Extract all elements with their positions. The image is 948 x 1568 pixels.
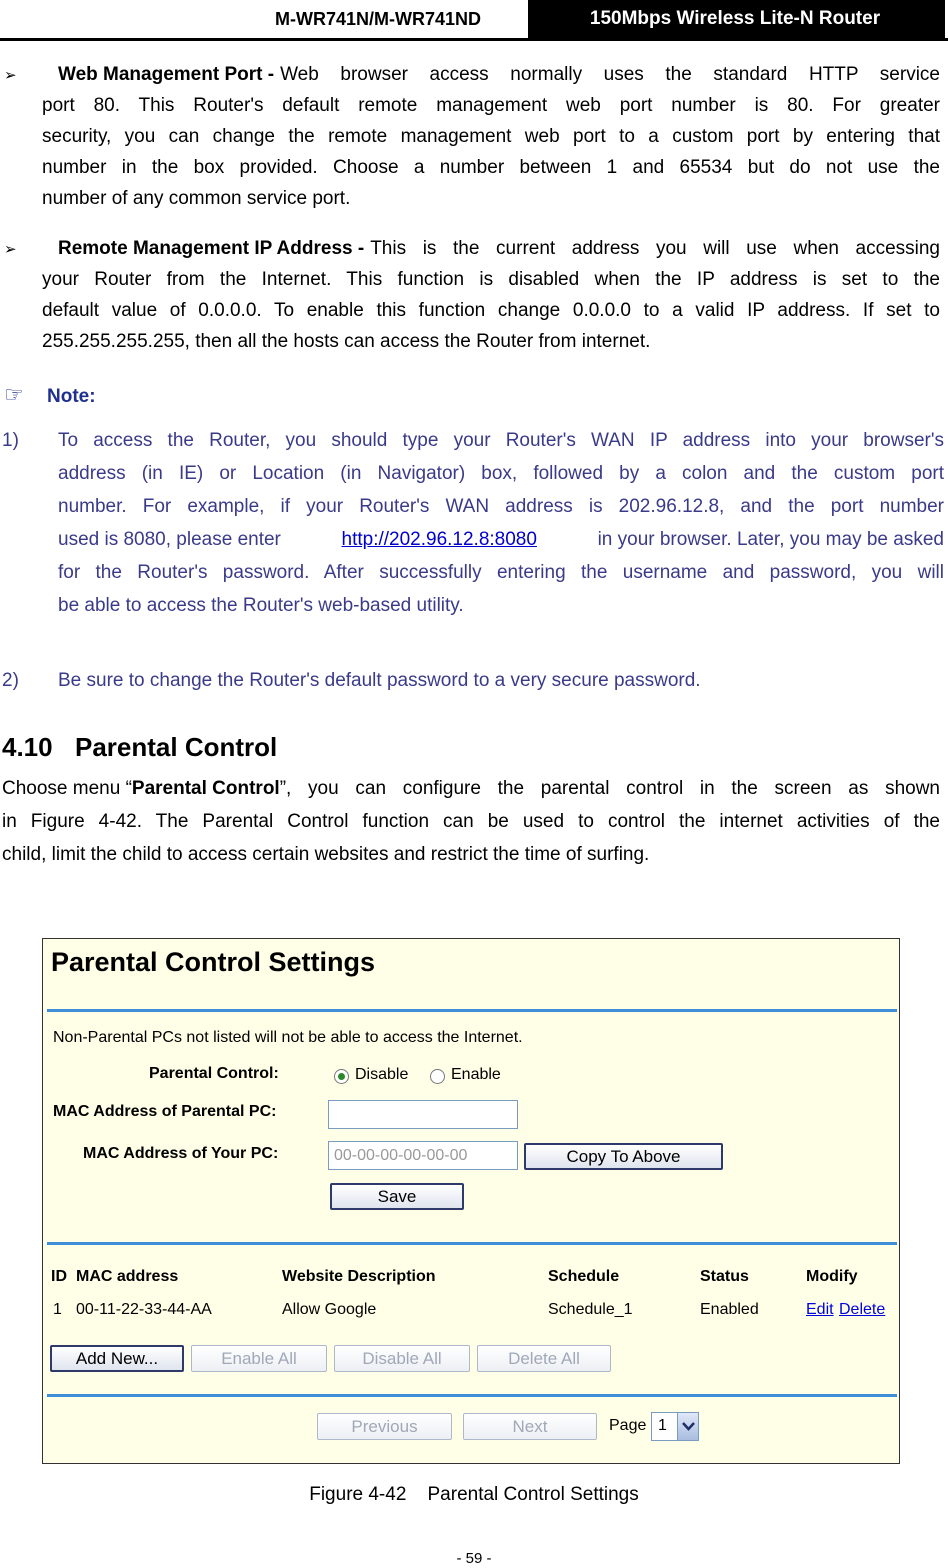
delete-all-button[interactable]: Delete All <box>477 1345 611 1372</box>
text-line: be able to access the Router's web-based utility. <box>58 595 464 616</box>
bullet-remote-ip <box>58 233 940 264</box>
enable-label: Enable <box>451 1066 501 1083</box>
note-number: 2) <box>2 670 19 691</box>
delete-link[interactable]: Delete <box>839 1301 886 1318</box>
header-model: M-WR741N/M-WR741ND <box>274 9 481 29</box>
bullet-remote-ip-body <box>42 264 940 357</box>
header-divider <box>942 0 945 38</box>
text-fragment: ”, you can configure the parental control in the screen as shown <box>279 778 940 799</box>
bullet-web-port-body <box>42 90 940 214</box>
arrow-bullet-icon: ➢ <box>4 241 17 258</box>
col-header-mac: MAC address <box>76 1268 179 1285</box>
text-line <box>58 523 944 556</box>
parental-control-screenshot <box>42 938 900 1464</box>
bullet-text: This is the current address you will use when accessing <box>370 238 940 259</box>
col-header-modify: Modify <box>806 1268 858 1285</box>
disable-radio[interactable] <box>334 1069 349 1084</box>
col-header-description: Website Description <box>282 1268 436 1285</box>
section-paragraph <box>2 772 940 871</box>
col-header-id: ID <box>51 1268 67 1285</box>
header-rule <box>0 38 948 41</box>
enable-all-button[interactable]: Enable All <box>191 1345 327 1372</box>
bullet-web-port <box>58 59 940 90</box>
text-line <box>2 772 940 805</box>
copy-to-above-button[interactable]: Copy To Above <box>524 1143 723 1170</box>
col-header-schedule: Schedule <box>548 1268 620 1285</box>
text-line: in Figure 4-42. The Parental Control function can be used to control the internet activities of the <box>2 811 940 832</box>
col-header-status: Status <box>700 1268 749 1285</box>
text-line: child, limit the child to access certain websites and restrict the time of surfing. <box>2 844 650 865</box>
text-line: To access the Router, you should type your Router's WAN IP address into your browser's <box>58 430 944 451</box>
page-value: 1 <box>658 1417 667 1434</box>
example-url-link[interactable]: http://202.96.12.8:8080 <box>341 529 537 550</box>
edit-link[interactable]: Edit <box>806 1301 834 1318</box>
mac-your-pc-input[interactable]: 00-00-00-00-00-00 <box>328 1141 518 1170</box>
note-label: Note: <box>47 386 96 407</box>
row-id: 1 <box>53 1301 62 1318</box>
chevron-down-icon[interactable] <box>677 1413 698 1440</box>
text-fragment: used is 8080, please enter <box>58 529 281 550</box>
text-line: 255.255.255.255, then all the hosts can access the Router from internet. <box>42 331 651 352</box>
bullet-term: Web Management Port - <box>58 64 275 85</box>
add-new-button[interactable]: Add New... <box>50 1345 184 1372</box>
mac-parental-label: MAC Address of Parental PC: <box>53 1103 277 1120</box>
previous-button[interactable]: Previous <box>317 1413 452 1440</box>
header-title: 150Mbps Wireless Lite-N Router <box>528 0 942 38</box>
mac-your-pc-label: MAC Address of Your PC: <box>83 1145 279 1162</box>
note-item-1 <box>58 424 944 622</box>
bullet-term: Remote Management IP Address - <box>58 238 365 259</box>
text-line: number. For example, if your Router's WAN address is 202.96.12.8, and the port number <box>58 496 944 517</box>
text-fragment: Choose menu “ <box>2 778 132 799</box>
row-schedule: Schedule_1 <box>548 1301 633 1318</box>
text-line: number in the box provided. Choose a number between 1 and 65534 but do not use the <box>42 157 940 178</box>
section-title: Parental Control <box>75 732 278 762</box>
screen-title: Parental Control Settings <box>51 947 376 977</box>
next-button[interactable]: Next <box>463 1413 597 1440</box>
text-line: number of any common service port. <box>42 188 351 209</box>
text-line: your Router from the Internet. This function is disabled when the IP address is set to the <box>42 269 940 290</box>
mac-parental-input[interactable] <box>328 1100 518 1129</box>
text-line: default value of 0.0.0.0. To enable this function change 0.0.0.0 to a valid IP address. If set to <box>42 300 940 321</box>
row-mac: 00-11-22-33-44-AA <box>76 1301 212 1318</box>
section-number: 4.10 <box>2 732 53 762</box>
disable-label: Disable <box>355 1066 409 1083</box>
pointing-hand-icon: ☞ <box>4 382 24 407</box>
parental-control-label: Parental Control: <box>149 1065 279 1082</box>
menu-name: Parental Control <box>131 778 280 799</box>
row-status: Enabled <box>700 1301 759 1318</box>
row-description: Allow Google <box>282 1301 377 1318</box>
notice-text: Non-Parental PCs not listed will not be able to access the Internet. <box>53 1029 523 1046</box>
text-line: address (in IE) or Location (in Navigator) box, followed by a colon and the custom port <box>58 463 944 484</box>
bullet-text: Web browser access normally uses the standard HTTP service <box>280 64 940 85</box>
divider <box>47 1394 897 1397</box>
save-button[interactable]: Save <box>330 1183 464 1210</box>
figure-caption: Figure 4-42 Parental Control Settings <box>309 1484 639 1505</box>
divider <box>47 1009 897 1012</box>
text-line: security, you can change the remote management web port to a custom port by entering that <box>42 126 940 147</box>
page-select[interactable] <box>651 1412 699 1441</box>
page-number: - 59 - <box>456 1550 492 1567</box>
text-line: port 80. This Router's default remote management web port number is 80. For greater <box>42 95 940 116</box>
page-label: Page <box>609 1417 647 1434</box>
enable-radio[interactable] <box>430 1069 445 1084</box>
divider <box>47 1242 897 1245</box>
text-line: for the Router's password. After successfully entering the username and password, you will <box>58 562 944 583</box>
text-fragment: in your browser. Later, you may be asked <box>597 529 944 550</box>
disable-all-button[interactable]: Disable All <box>334 1345 470 1372</box>
note-number: 1) <box>2 430 19 451</box>
note-item-2: Be sure to change the Router's default password to a very secure password. <box>58 670 701 691</box>
arrow-bullet-icon: ➢ <box>4 67 17 84</box>
